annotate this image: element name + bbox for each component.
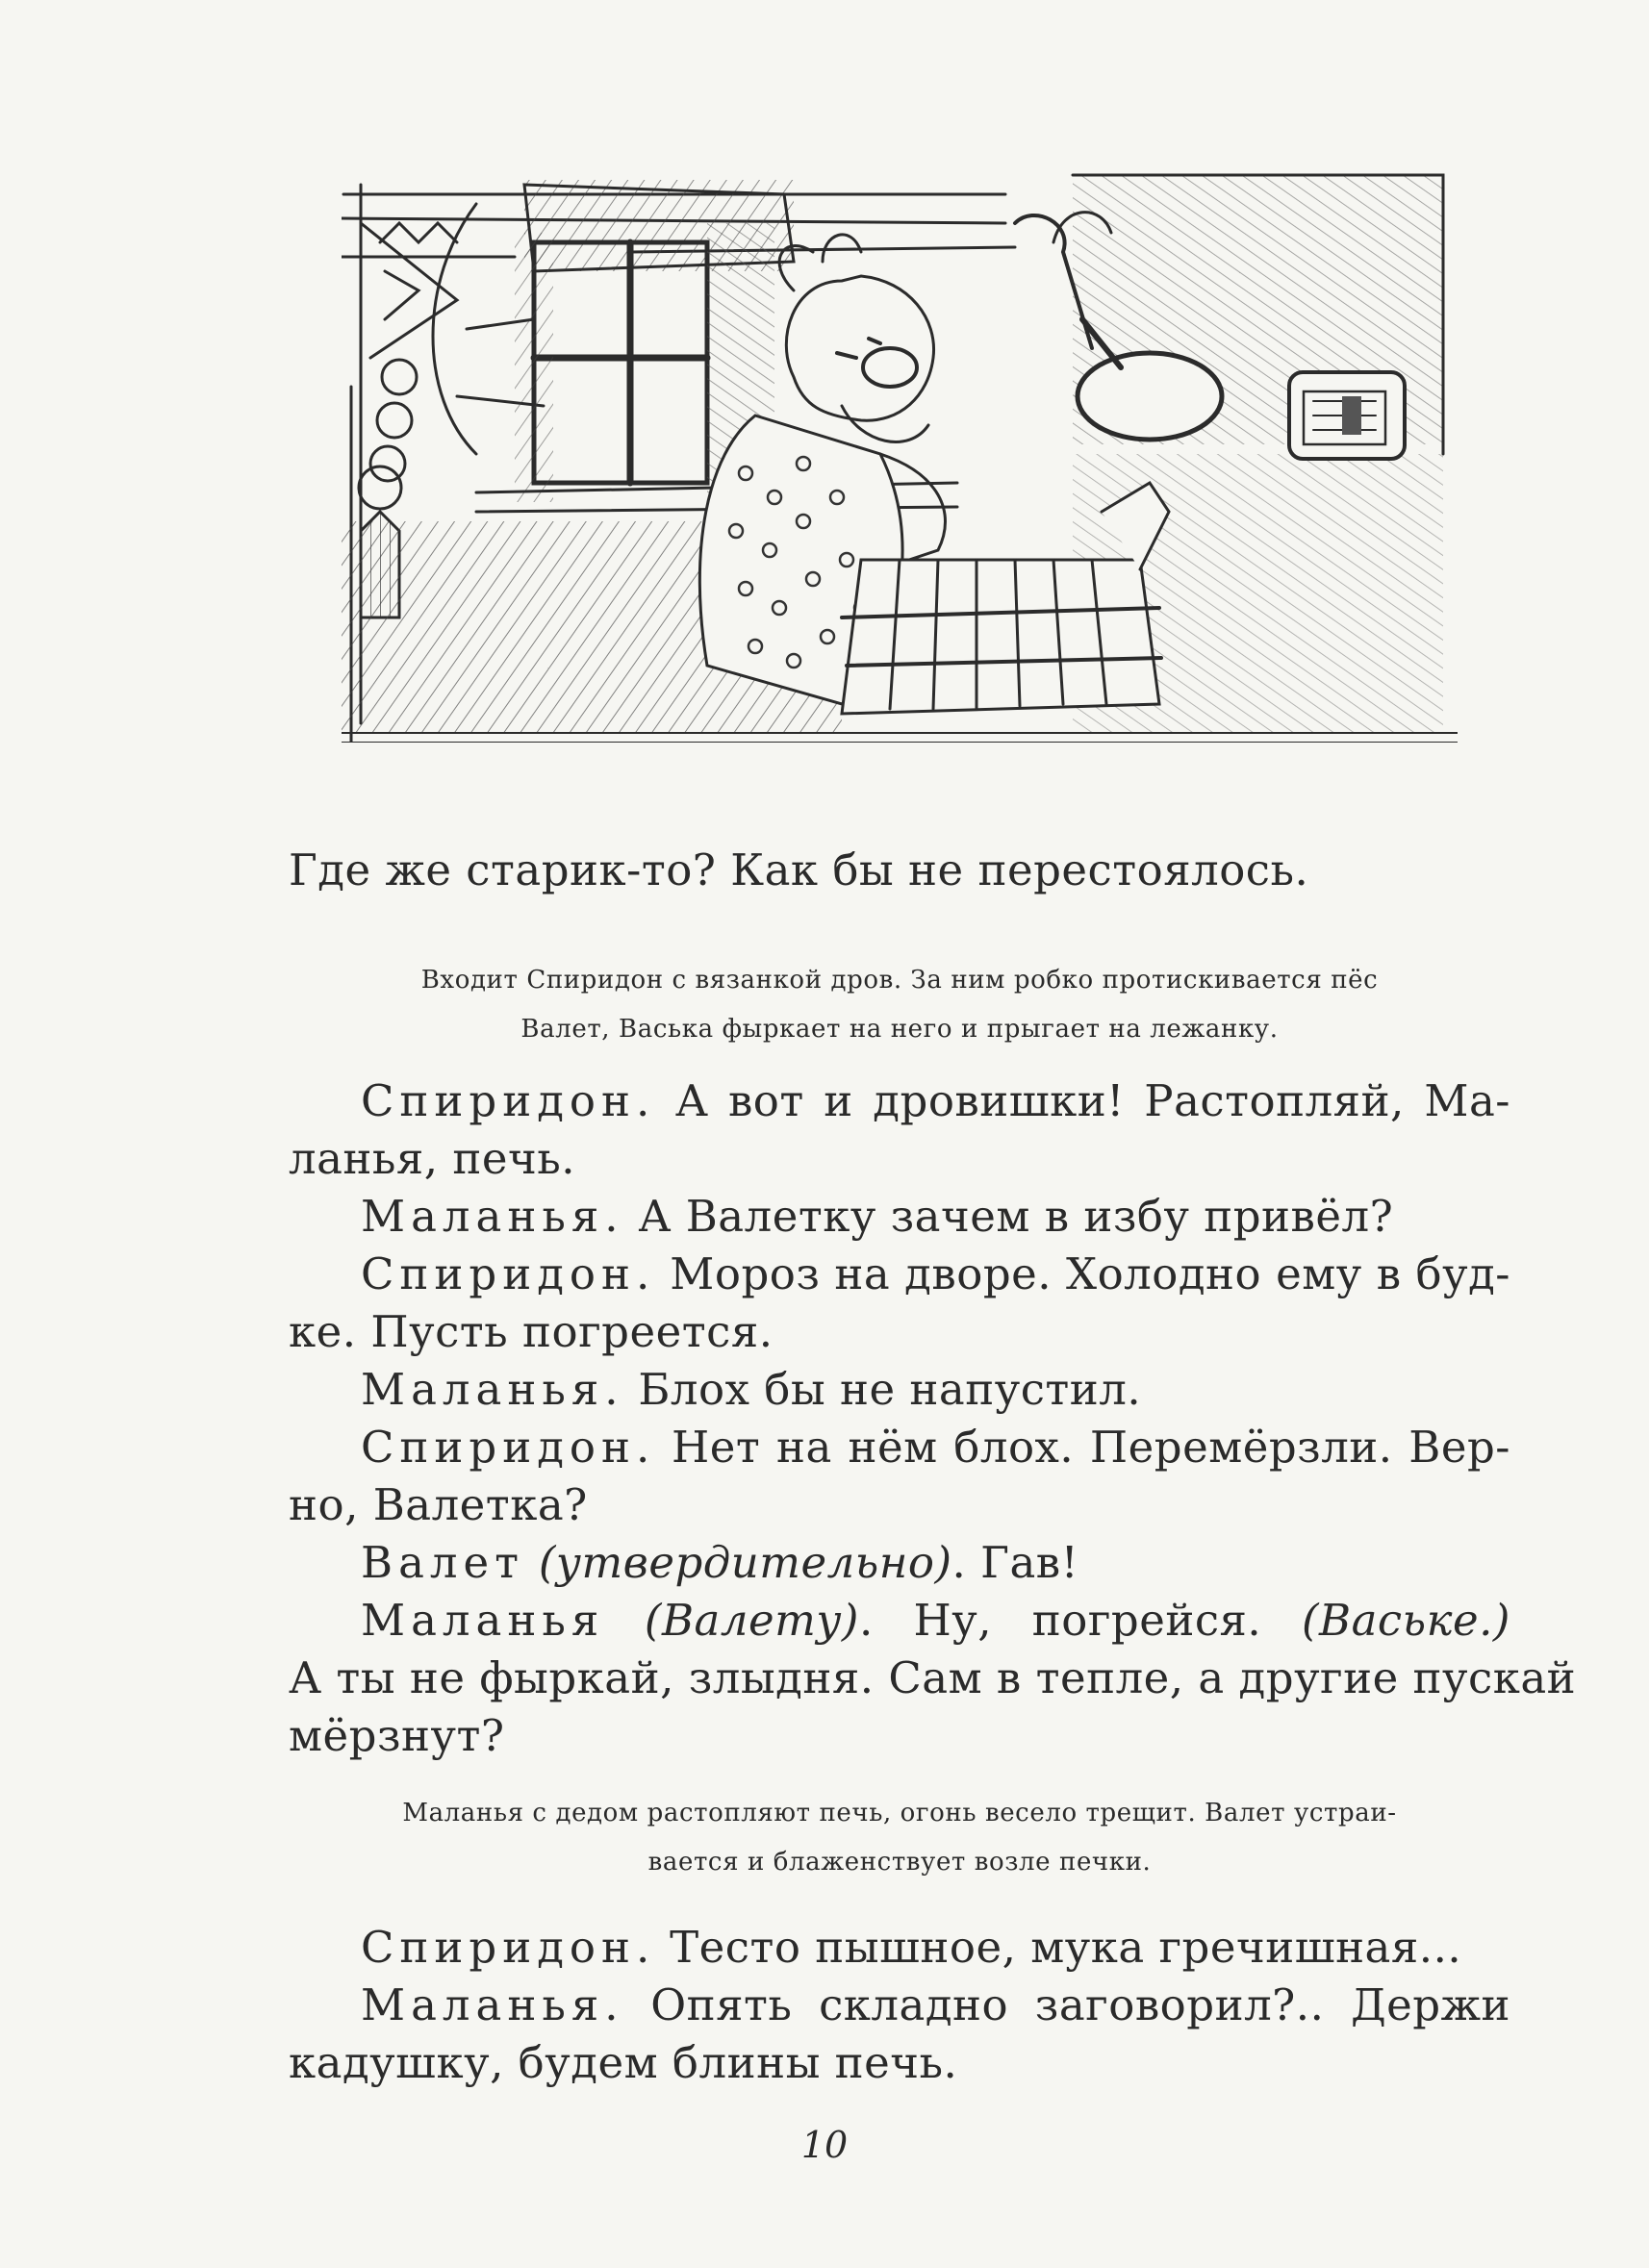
dialogue-line [289, 844, 1510, 895]
dialogue-line [289, 2037, 1510, 2088]
speaker-name: Спиридон. [361, 1248, 656, 1299]
stage-direction [289, 1848, 1510, 1877]
dialogue-line [289, 1133, 1510, 1184]
speaker-name: Маланья [361, 1595, 605, 1646]
stage-text: Валет, Васька фыркает на него и прыгает на лежанку. [520, 1015, 1279, 1044]
dialogue-line [289, 1710, 1510, 1761]
page-number: 10 [800, 2124, 849, 2166]
line-text: Блох бы не напустил. [638, 1364, 1142, 1415]
line-text: Тесто пышное, мука гречишная... [670, 1922, 1462, 1973]
speaker-name: Спиридон. [361, 1422, 656, 1473]
line-text: А вот и дровишки! Растопляй, Ма- [674, 1075, 1510, 1126]
stage-note: (утвердительно) [538, 1537, 952, 1588]
dialogue-line [289, 1595, 1510, 1646]
line-text: . Гав! [951, 1537, 1079, 1588]
dialogue-line [289, 1422, 1510, 1473]
stage-note: (Ваське.) [1301, 1595, 1510, 1646]
line-text: Мороз на дворе. Холодно ему в буд- [670, 1248, 1510, 1299]
line-text: Нет на нём блох. Перемёрзли. Вер- [672, 1422, 1510, 1473]
line-text: Где же старик-то? Как бы не перестоялось. [289, 844, 1309, 895]
dialogue-line [289, 1479, 1510, 1530]
dialogue-line [289, 1652, 1577, 1703]
line-text: Опять складно заговорил?.. Держи [650, 1979, 1510, 2030]
speaker-name: Маланья. [361, 1979, 624, 2030]
dialogue-line [289, 1979, 1510, 2030]
line-text: . Ну, погрейся. [859, 1595, 1262, 1646]
speaker-name: Маланья. [361, 1191, 624, 1242]
dialogue-line [289, 1191, 1510, 1242]
line-text: А Валетку зачем в избу привёл? [638, 1191, 1394, 1242]
dialogue-line [289, 1537, 1510, 1588]
dialogue-line [289, 1248, 1510, 1299]
line-text: ланья, печь. [289, 1133, 576, 1184]
stage-text: Входит Спиридон с вязанкой дров. За ним робко протискивается пёс [420, 966, 1379, 995]
dialogue-line [289, 1922, 1510, 1973]
stage-direction [289, 1015, 1510, 1044]
dialogue-line [289, 1364, 1510, 1415]
line-text: ке. Пусть погреется. [289, 1306, 774, 1357]
line-text: А ты не фыркай, злыдня. Сам в тепле, а другие пускай [289, 1652, 1577, 1703]
speaker-name: Маланья. [361, 1364, 624, 1415]
illustration [342, 165, 1458, 743]
line-text: мёрзнут? [289, 1710, 505, 1761]
stage-text: вается и блаженствует возле печки. [647, 1848, 1152, 1877]
stage-direction [289, 966, 1510, 995]
dialogue-line [289, 1075, 1510, 1126]
speaker-name: Спиридон. [361, 1075, 656, 1126]
stage-direction [289, 1799, 1510, 1827]
speaker-name: Валет [361, 1537, 525, 1588]
radio-device [1289, 372, 1405, 459]
dialogue-line [289, 1306, 1510, 1357]
speaker-name: Спиридон. [361, 1922, 656, 1973]
line-text: кадушку, будем блины печь. [289, 2037, 958, 2088]
stage-note: (Валету) [644, 1595, 859, 1646]
line-text: но, Валетка? [289, 1479, 588, 1530]
stage-text: Маланья с дедом растопляют печь, огонь весело трещит. Валет устраи- [402, 1799, 1397, 1827]
